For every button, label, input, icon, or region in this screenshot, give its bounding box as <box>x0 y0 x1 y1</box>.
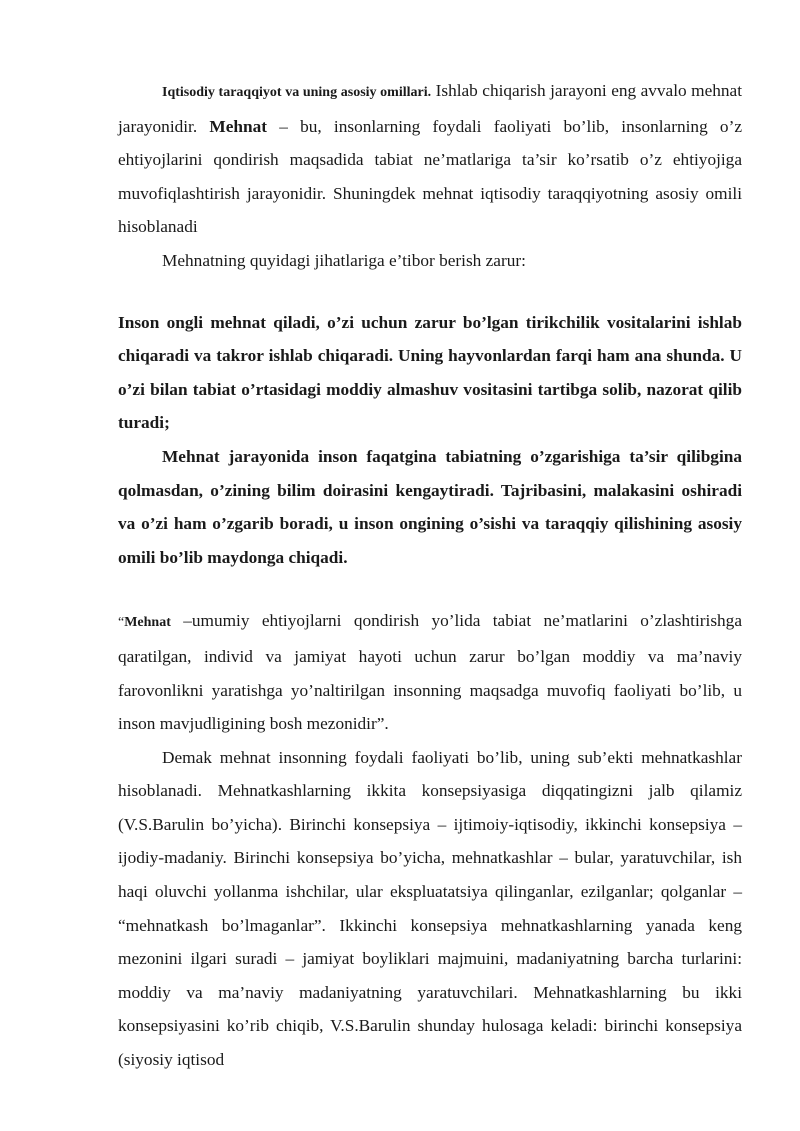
document-page <box>118 74 742 1077</box>
quote-term: Mehnat <box>124 615 171 631</box>
intro-text-a: Ishlab chiqarish jarayoni eng avvalo mehnat jarayonidir. <box>118 81 743 136</box>
paragraph-aspect-2: Mehnat jarayonida inson faqatgina tabiatning o’zgarishiga ta’sir qilibgina qolmasdan, o’zining bilim doirasini kengaytiradi. Tajribasini, malakasini oshiradi va o’zi ham o’zgarib boradi, u inson ongining o’sishi va taraqqiy qilishining asosiy omili bo’lib maydonga chiqadi. <box>118 446 742 567</box>
intro-text-b: – bu, insonlarning foydali faoliyati bo’lib, insonlarning o’z ehtiyojlarini qondirish maqsadida tabiat ne’matlariga ta’sir ko’rsatib o’z ehtiyojiga muvofiqlashtirish jarayonidir. Shuningdek mehnat iqtisodiy taraqqiyotning asosiy omili hisoblanadi <box>118 116 742 237</box>
paragraph-aspects-intro: Mehnatning quyidagi jihatlariga e’tibor berish zarur: <box>162 250 526 270</box>
spacer <box>118 574 742 604</box>
quote-text: –umumiy ehtiyojlarni qondirish yo’lida tabiat ne’matlarini o’zlashtirishga qaratilgan, individ va jamiyat hayoti uchun zarur bo’lgan moddiy va ma’naviy farovonlikni yaratishga yo’naltirilgan insonning maqsadga muvofiq faoliyati bo’lib, u inson mavjudligining bosh mezonidir”. <box>118 611 742 734</box>
open-quote: “ <box>118 615 125 631</box>
paragraph-intro <box>118 74 742 244</box>
section-heading: Iqtisodiy taraqqiyot va uning asosiy omillari. <box>162 85 432 100</box>
paragraph-aspect-1: Inson ongli mehnat qiladi, o’zi uchun zarur bo’lgan tirikchilik vositalarini ishlab chiqaradi va takror ishlab chiqaradi. Uning hayvonlardan farqi ham ana shunda. U o’zi bilan tabiat o’rtasidagi moddiy almashuv vositasini tartibga solib, nazorat qilib turadi; <box>118 312 742 433</box>
paragraph-concepts: Demak mehnat insonning foydali faoliyati bo’lib, uning sub’ekti mehnatkashlar hisoblanadi. Mehnatkashlarning ikkita konsepsiyasiga diqqatingizni jalb qilamiz (V.S.Barulin bo’yicha). Birinchi konsepsiya – ijtimoiy-iqtisodiy, ikkinchi konsepsiya – ijodiy-madaniy. Birinchi konsepsiya bo’yicha, mehnatkashlar – bular, yaratuvchilar, ish haqi oluvchi yollanma ishchilar, ular ekspluatatsiya qilinganlar, ezilganlar; qolganlar – “mehnatkash bo’lmaganlar”. Ikkinchi konsepsiya mehnatkashlarning yanada keng mezonini ilgari suradi – jamiyat boyliklari majmuini, madaniyatning barcha turlarini: moddiy va ma’naviy madaniyatning yaratuvchilari. Mehnatkashlarning bu ikki konsepsiyasini ko’rib chiqib, V.S.Barulin shunday hulosaga keladi: birinchi konsepsiya (siyosiy iqtisod <box>118 747 742 1070</box>
paragraph-definition-quote <box>118 604 742 740</box>
term-mehnat: Mehnat <box>209 116 268 136</box>
spacer <box>118 278 742 306</box>
